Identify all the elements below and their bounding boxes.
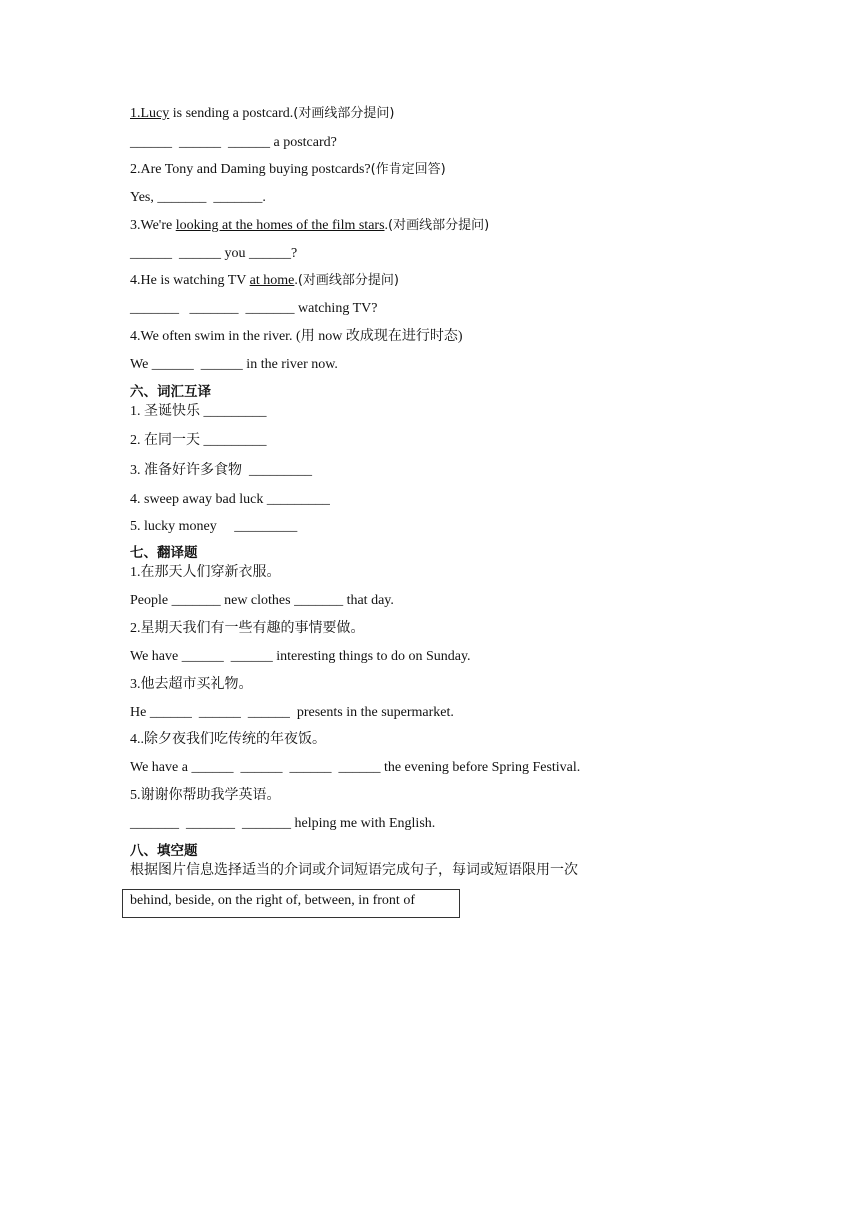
translation-answer: People _______ new clothes _______ that day. <box>130 593 394 608</box>
answer-line-2: Yes, _______ _______. <box>130 190 266 205</box>
answer-line-3: ______ ______ you ______? <box>130 246 298 261</box>
vocab-item: 3. 准备好许多食物 _________ <box>130 463 312 478</box>
answer-line-5: We ______ ______ in the river now. <box>130 357 338 372</box>
vocab-item: 1. 圣诞快乐 _________ <box>130 404 267 419</box>
answer-line-4: _______ _______ _______ watching TV? <box>130 301 378 316</box>
section-7-title: 七、翻译题 <box>130 545 198 561</box>
word-bank-text: behind, beside, on the right of, between, in front of <box>130 893 415 908</box>
translation-question: 1.在那天人们穿新衣服。 <box>130 565 281 580</box>
translation-question: 4..除夕夜我们吃传统的年夜饭。 <box>130 732 326 747</box>
question-5: 4.We often swim in the river. (用 now 改成现在进行时态) <box>130 329 463 344</box>
translation-answer: He ______ ______ ______ presents in the supermarket. <box>130 705 454 720</box>
section-8-instruction: 根据图片信息选择适当的介词或介词短语完成句子，每词或短语限用一次 <box>130 863 578 878</box>
question-2: 2.Are Tony and Daming buying postcards?(作肯定回答) <box>130 162 446 177</box>
section-8-title: 八、填空题 <box>130 843 198 859</box>
translation-question: 2.星期天我们有一些有趣的事情要做。 <box>130 621 365 636</box>
question-3: 3.We're looking at the homes of the film stars.(对画线部分提问) <box>130 218 490 233</box>
word-bank-box <box>122 889 460 918</box>
question-1: 1.Lucy is sending a postcard.(对画线部分提问) <box>130 106 395 121</box>
translation-answer: We have a ______ ______ ______ ______ the evening before Spring Festival. <box>130 760 581 775</box>
translation-question: 3.他去超市买礼物。 <box>130 677 253 692</box>
translation-question: 5.谢谢你帮助我学英语。 <box>130 788 281 803</box>
section-6-title: 六、词汇互译 <box>130 384 211 400</box>
translation-answer: We have ______ ______ interesting things to do on Sunday. <box>130 649 471 664</box>
translation-answer: _______ _______ _______ helping me with English. <box>130 816 436 831</box>
question-4: 4.He is watching TV at home.(对画线部分提问) <box>130 273 400 288</box>
vocab-item: 2. 在同一天 _________ <box>130 433 267 448</box>
vocab-item: 5. lucky money _________ <box>130 519 298 534</box>
vocab-item: 4. sweep away bad luck _________ <box>130 492 330 507</box>
answer-line-1: ______ ______ ______ a postcard? <box>130 135 337 150</box>
